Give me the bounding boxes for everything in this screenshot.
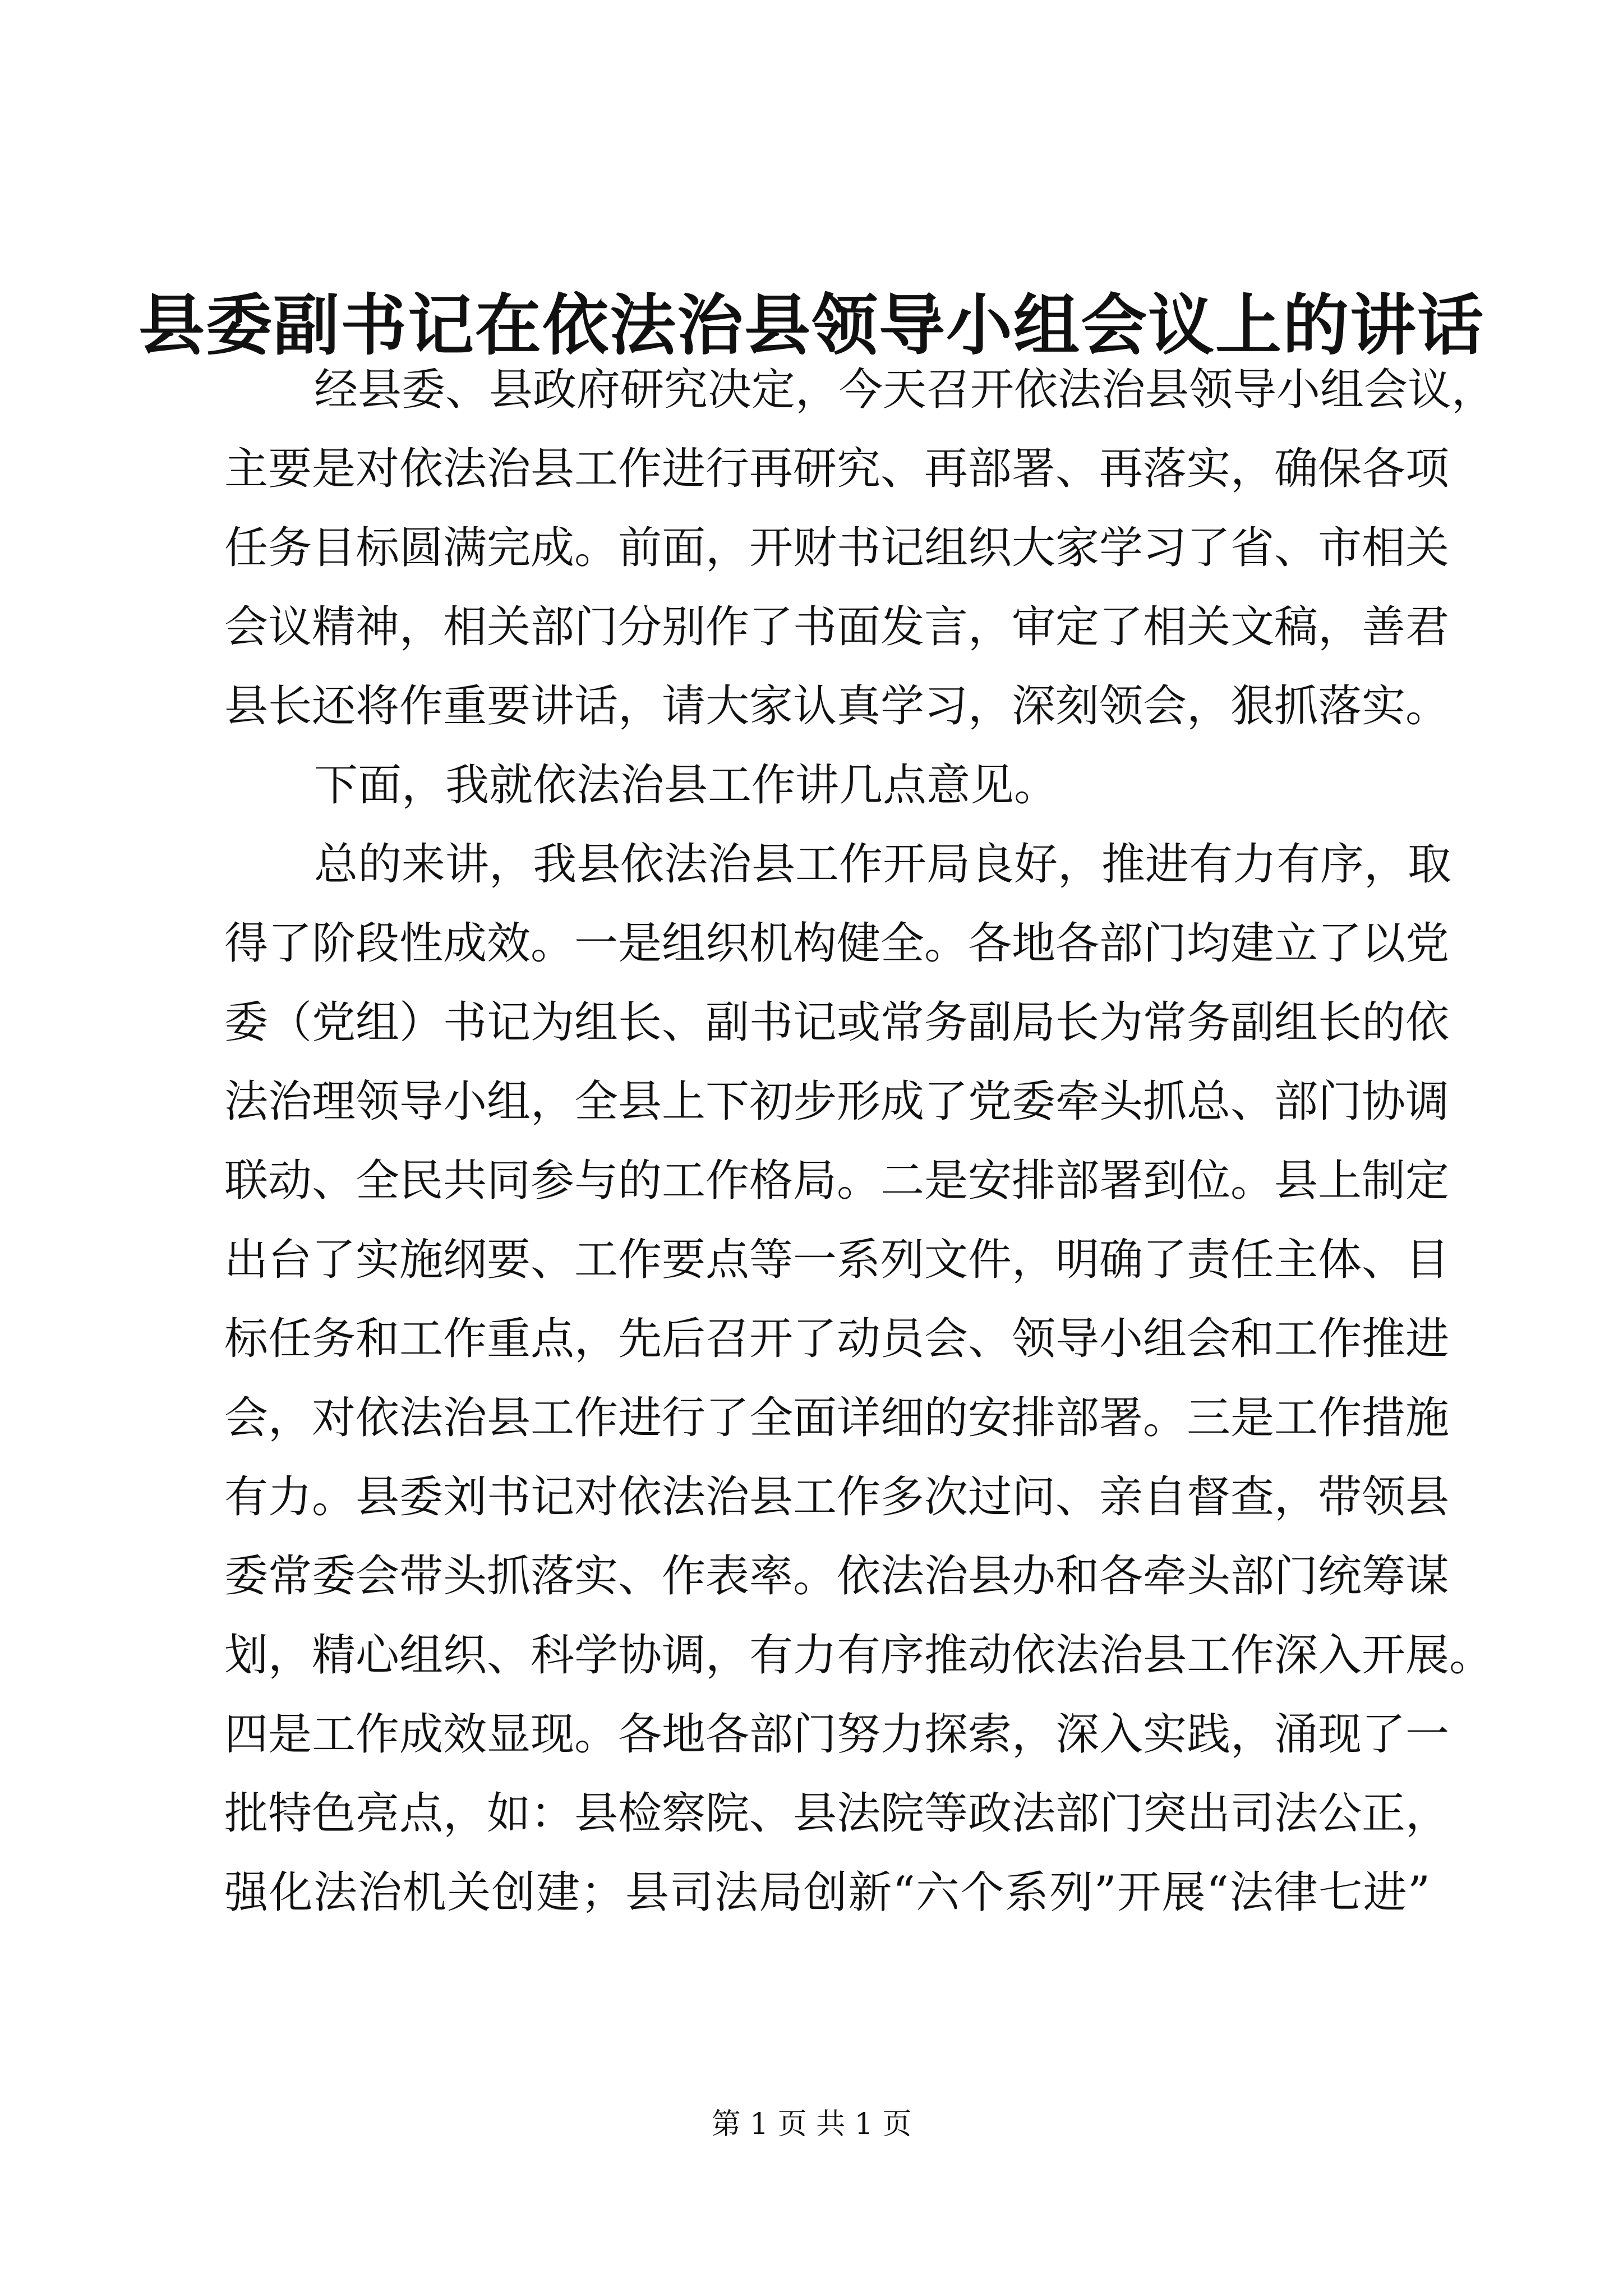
- text-line: 法治理领导小组，全县上下初步形成了党委牵头抓总、部门协调: [224, 1076, 1450, 1127]
- text-line: 出台了实施纲要、工作要点等一系列文件，明确了责任主体、目: [224, 1235, 1450, 1285]
- text-line: 批特色亮点，如：县检察院、县法院等政法部门突出司法公正，: [224, 1788, 1450, 1839]
- text-line: 会，对依法治县工作进行了全面详细的安排部署。三是工作措施: [224, 1393, 1450, 1443]
- text-line: 委（党组）书记为组长、副书记或常务副局长为常务副组长的依: [224, 997, 1450, 1048]
- text-line: 划，精心组织、科学协调，有力有序推动依法治县工作深入开展。: [224, 1630, 1493, 1681]
- text-line: 会议精神，相关部门分别作了书面发言，审定了相关文稿，善君: [224, 602, 1450, 652]
- document-body: [224, 351, 1496, 1932]
- text-line: 强化法治机关创建；县司法局创新“六个系列”开展“法律七进”: [224, 1867, 1430, 1918]
- text-line: 下面，我就依法治县工作讲几点意见。: [314, 760, 1058, 811]
- text-line: 经县委、县政府研究决定，今天召开依法治县领导小组会议，: [314, 365, 1496, 415]
- text-line: 有力。县委刘书记对依法治县工作多次过问、亲自督查，带领县: [224, 1472, 1450, 1522]
- text-line: 委常委会带头抓落实、作表率。依法治县办和各牵头部门统筹谋: [224, 1551, 1450, 1602]
- text-line: 标任务和工作重点，先后召开了动员会、领导小组会和工作推进: [224, 1314, 1450, 1364]
- text-line: 联动、全民共同参与的工作格局。二是安排部署到位。县上制定: [224, 1156, 1450, 1206]
- text-line: 总的来讲，我县依法治县工作开局良好，推进有力有序，取: [314, 839, 1452, 890]
- page-footer: 第 1 页 共 1 页: [711, 2108, 912, 2141]
- text-line: 主要是对依法治县工作进行再研究、再部署、再落实，确保各项: [224, 444, 1450, 494]
- text-line: 得了阶段性成效。一是组织机构健全。各地各部门均建立了以党: [224, 918, 1450, 969]
- text-line: 县长还将作重要讲话，请大家认真学习，深刻领会，狠抓落实。: [224, 681, 1450, 731]
- document-title: 县委副书记在依法治县领导小组会议上的讲话: [138, 286, 1484, 364]
- text-line: 任务目标圆满完成。前面，开财书记组织大家学习了省、市相关: [224, 523, 1450, 573]
- text-line: 四是工作成效显现。各地各部门努力探索，深入实践，涌现了一: [224, 1709, 1450, 1760]
